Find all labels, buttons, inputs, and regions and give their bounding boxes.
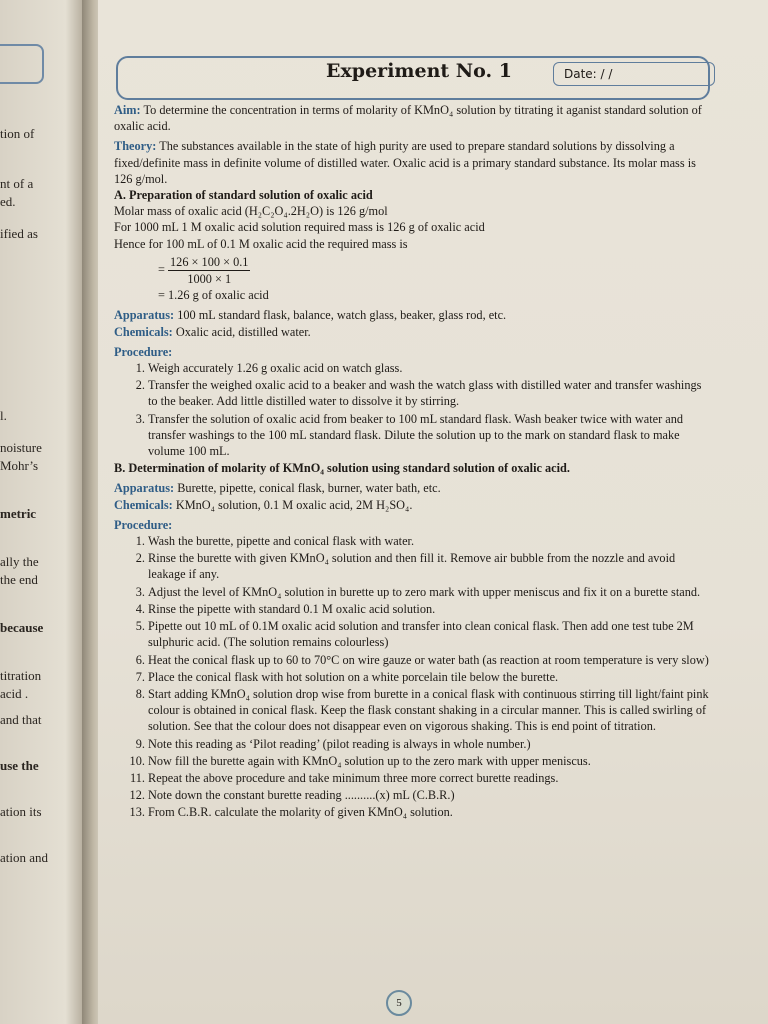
procedure-a-list xyxy=(114,360,710,459)
facing-text: because xyxy=(0,620,44,635)
equals-sign: = xyxy=(158,262,165,277)
apparatus-text: Burette, pipette, conical flask, burner, water bath, etc. xyxy=(177,481,441,496)
required-mass-line: For 1000 mL 1 M oxalic acid solution required mass is 126 g of oxalic acid xyxy=(114,220,485,235)
procedure-step: 10. Now fill the burette again with KMnO₄ solution up to the zero mark with upper meniscus. xyxy=(148,753,710,769)
apparatus-b xyxy=(114,480,710,496)
aim-text: To determine the concentration in terms of molarity of KMnO₄ solution by titrating it aganist standard solution of oxalic acid. xyxy=(114,103,702,134)
facing-text: Mohr’s xyxy=(0,458,39,473)
theory-label: Theory: xyxy=(114,139,157,154)
facing-text: titration xyxy=(0,668,42,683)
procedure-step: 2. Transfer the weighed oxalic acid to a beaker and wash the watch glass with distilled water and transfer washings to the beaker. Add little distilled water to dissolve it by stirring. xyxy=(148,377,710,409)
procedure-step: 3. Transfer the solution of oxalic acid from beaker to 100 mL standard flask. Wash beaker twice with water and transfer washings to the 100 mL standard flask. Dilute the solution up to the mark on standard flask to make volume 100 mL. xyxy=(148,411,710,460)
procedure-step: 4. Rinse the pipette with standard 0.1 M oxalic acid solution. xyxy=(148,601,710,617)
fraction xyxy=(168,254,250,287)
section-a-heading: A. Preparation of standard solution of oxalic acid xyxy=(114,188,373,203)
facing-text: ed. xyxy=(0,194,16,209)
facing-page xyxy=(0,0,82,1024)
procedure-step: 13. From C.B.R. calculate the molarity of given KMnO₄ solution. xyxy=(148,804,710,820)
aim-label: Aim: xyxy=(114,103,141,117)
apparatus-text: 100 mL standard flask, balance, watch glass, beaker, glass rod, etc. xyxy=(177,308,507,323)
chemicals-text: Oxalic acid, distilled water. xyxy=(175,324,311,339)
procedure-step: 6. Heat the conical flask up to 60 to 70°C on wire gauze or water bath (as reaction at room temperature is very slow) xyxy=(148,652,710,668)
facing-text: ified as xyxy=(0,226,38,241)
chemicals-label: Chemicals: xyxy=(114,497,173,512)
procedure-step: 2. Rinse the burette with given KMnO₄ solution and then fill it. Remove air bubble from the nozzle and avoid leakage if any. xyxy=(148,550,710,582)
facing-text: l. xyxy=(0,408,7,423)
facing-page-box xyxy=(0,44,44,84)
procedure-b-list xyxy=(114,533,710,820)
procedure-step: 3. Adjust the level of KMnO₄ solution in burette up to zero mark with upper meniscus and fix it on a burette stand. xyxy=(148,584,710,600)
procedure-step: 7. Place the conical flask with hot solution on a white porcelain tile below the burette. xyxy=(148,669,710,685)
mass-result: = 1.26 g of oxalic acid xyxy=(158,288,269,303)
facing-text: ation its xyxy=(0,804,42,819)
document-body xyxy=(114,102,710,822)
procedure-step: 12. Note down the constant burette reading ..........(x) mL (C.B.R.) xyxy=(148,787,710,803)
procedure-step: 11. Repeat the above procedure and take minimum three more correct burette readings. xyxy=(148,770,710,786)
procedure-a-label: Procedure: xyxy=(114,344,173,359)
apparatus-label: Apparatus: xyxy=(114,308,175,323)
chemicals-label: Chemicals: xyxy=(114,324,173,339)
procedure-step: 8. Start adding KMnO₄ solution drop wise from burette in a conical flask with continuous stirring till light/faint pink colour is obtained in conical flask. Keep the flask constant shaking in a circular manner. This is called swirling of solution. See that the colour does not disappear even on vigorous shaking. This is end point of titration. xyxy=(148,686,710,735)
aim-paragraph xyxy=(114,102,710,134)
document-page xyxy=(98,0,768,1024)
facing-text: tion of xyxy=(0,126,35,141)
mass-calculation xyxy=(158,254,710,287)
facing-text: noisture xyxy=(0,440,42,455)
chemicals-text: KMnO₄ solution, 0.1 M oxalic acid, 2M H₂SO₄. xyxy=(175,497,413,512)
facing-text: acid . xyxy=(0,686,29,701)
procedure-step: 5. Pipette out 10 mL of 0.1M oxalic acid solution and transfer into clean conical flask. Then add one test tube 2M sulphuric acid. (The solution remains colourless) xyxy=(148,618,710,650)
date-field: Date: / / xyxy=(553,62,715,86)
facing-text: the end xyxy=(0,572,38,587)
page-number-badge: 5 xyxy=(386,990,412,1016)
chemicals-a xyxy=(114,324,710,340)
procedure-step: 9. Note this reading as ‘Pilot reading’ (pilot reading is always in whole number.) xyxy=(148,736,710,752)
facing-text: metric xyxy=(0,506,37,521)
procedure-step: 1. Weigh accurately 1.26 g oxalic acid on watch glass. xyxy=(148,360,710,376)
facing-text: use the xyxy=(0,758,39,773)
apparatus-label: Apparatus: xyxy=(114,481,175,496)
fraction-denominator: 1000 × 1 xyxy=(187,272,232,287)
theory-paragraph xyxy=(114,138,710,187)
facing-text: and that xyxy=(0,712,42,727)
hence-line: Hence for 100 mL of 0.1 M oxalic acid the required mass is xyxy=(114,236,408,251)
section-b-heading: B. Determination of molarity of KMnO₄ solution using standard solution of oxalic acid. xyxy=(114,461,570,476)
facing-text: ally the xyxy=(0,554,39,569)
facing-text: ation and xyxy=(0,850,49,865)
chemicals-b xyxy=(114,497,710,513)
fraction-numerator: 126 × 100 × 0.1 xyxy=(168,254,250,271)
procedure-step: 1. Wash the burette, pipette and conical flask with water. xyxy=(148,533,710,549)
molar-mass-line: Molar mass of oxalic acid (H₂C₂O₄.2H₂O) is 126 g/mol xyxy=(114,204,388,219)
apparatus-a xyxy=(114,307,710,323)
experiment-title: Experiment No. 1 xyxy=(326,60,512,82)
procedure-b-label: Procedure: xyxy=(114,517,173,532)
facing-text: nt of a xyxy=(0,176,34,191)
theory-text: The substances available in the state of high purity are used to prepare standard solutions by dissolving a fixed/definite mass in definite volume of distilled water. Oxalic acid is a primary standard substance. Its molar mass is 126 g/mol. xyxy=(114,139,696,186)
